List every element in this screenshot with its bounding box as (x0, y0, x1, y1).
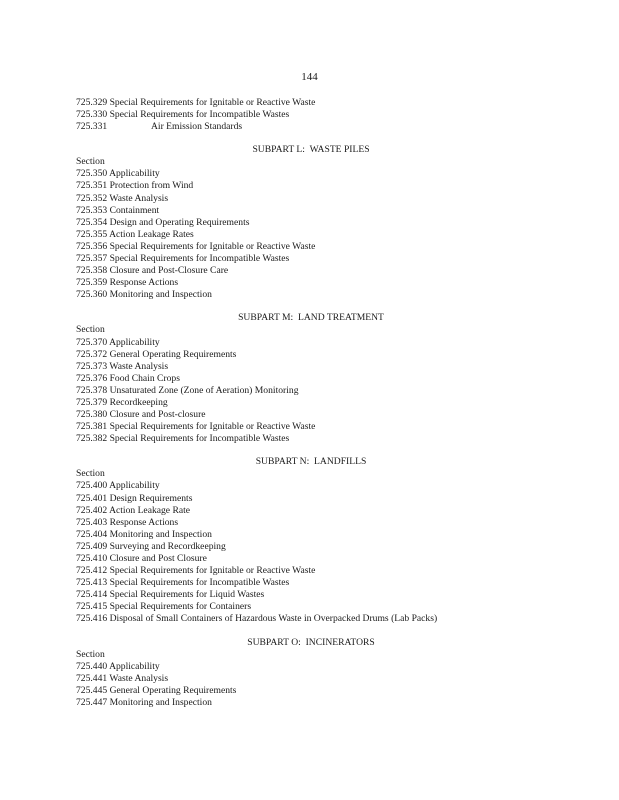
list-item (76, 109, 596, 121)
list-item (76, 565, 596, 577)
section-number: 725.380 (76, 409, 108, 421)
section-number: 725.357 (76, 253, 108, 265)
list-item (76, 193, 596, 205)
section-number: 725.373 (76, 360, 108, 372)
section-number: 725.441 (76, 672, 108, 684)
section-number: 725.378 (76, 384, 108, 396)
section-title: Closure and Post-Closure Care (109, 265, 229, 277)
section-number: 725.382 (76, 433, 108, 445)
section-title: Closure and Post Closure (109, 553, 207, 564)
section-title: Surveying and Recordkeeping (109, 540, 226, 552)
section-number: 725.356 (76, 240, 108, 252)
list-item (76, 277, 596, 289)
section-title: Response Actions (109, 277, 179, 289)
section-title: Monitoring and Inspection (109, 528, 212, 540)
section-number: 725.414 (76, 589, 108, 601)
section-number: 725.358 (76, 265, 108, 277)
section-label: Section (76, 324, 105, 336)
subpart-heading: SUBPART N: LANDFILLS (255, 456, 367, 468)
section-number: 725.359 (76, 277, 108, 289)
section-title: Response Actions (109, 516, 179, 528)
list-item (76, 421, 596, 433)
section-number: 725.353 (76, 204, 108, 216)
section-title: Special Requirements for Incompatible Wastes (109, 109, 290, 121)
list-item (76, 349, 596, 361)
section-number: 725.402 (76, 504, 108, 516)
subpart-n (76, 456, 596, 625)
section-title: Air Emission Standards (151, 121, 243, 133)
list-item (76, 409, 596, 421)
list-item (76, 661, 596, 673)
list-item (76, 589, 596, 601)
list-item (76, 373, 596, 385)
section-number: 725.404 (76, 528, 108, 540)
list-item (76, 265, 596, 277)
list-item (76, 697, 596, 709)
section-number: 725.409 (76, 540, 108, 552)
section-title: Monitoring and Inspection (109, 696, 212, 708)
section-title: Special Requirements for Ignitable or Reactive Waste (109, 421, 316, 433)
section-title: Applicability (109, 660, 160, 672)
section-number: 725.370 (76, 336, 108, 348)
section-number: 725.440 (76, 660, 108, 672)
section-title: Food Chain Crops (109, 372, 180, 384)
list-item (76, 577, 596, 589)
section-title: Action Leakage Rate (109, 504, 191, 516)
section-number: 725.330 (76, 109, 108, 121)
list-item (76, 433, 596, 445)
section-title: Applicability (109, 168, 160, 180)
list-item (76, 205, 596, 217)
list-item (76, 517, 596, 529)
list-item (76, 673, 596, 685)
section-title: Monitoring and Inspection (109, 289, 212, 301)
list-item (76, 361, 596, 373)
section-title: Waste Analysis (109, 192, 169, 204)
section-title: Special Requirements for Incompatible Wastes (109, 577, 290, 589)
section-number: 725.415 (76, 601, 108, 613)
subpart-heading: SUBPART O: INCINERATORS (247, 636, 375, 648)
list-item (76, 289, 596, 301)
section-number: 725.372 (76, 348, 108, 360)
list-item (76, 613, 596, 625)
section-number: 725.331 (76, 121, 108, 133)
section-title: Special Requirements for Incompatible Wastes (109, 433, 290, 445)
list-item (76, 397, 596, 409)
list-item (76, 480, 596, 492)
list-item (76, 385, 596, 397)
list-item (76, 121, 596, 133)
section-title: Applicability (109, 336, 160, 348)
section-number: 725.410 (76, 553, 108, 564)
section-title: Special Requirements for Incompatible Wastes (109, 253, 290, 265)
section-title: General Operating Requirements (109, 348, 237, 360)
list-item (76, 601, 596, 613)
section-label: Section (76, 156, 105, 168)
list-item (76, 217, 596, 229)
section-title: Closure and Post-closure (109, 409, 206, 421)
subpart-heading: SUBPART M: LAND TREATMENT (238, 312, 384, 324)
section-title: Recordkeeping (109, 396, 168, 408)
subpart-heading: SUBPART L: WASTE PILES (252, 144, 370, 156)
section-title: Applicability (109, 480, 160, 492)
section-number: 725.329 (76, 97, 108, 108)
section-number: 725.445 (76, 684, 108, 696)
section-number: 725.351 (76, 180, 108, 192)
section-label: Section (76, 648, 105, 660)
subpart-m (76, 312, 596, 445)
section-title: Action Leakage Rates (109, 228, 194, 240)
list-item (76, 493, 596, 505)
list-item (76, 168, 596, 180)
section-number: 725.360 (76, 289, 108, 301)
section-title: Disposal of Small Containers of Hazardous Waste in Overpacked Drums (Lab Packs) (109, 613, 438, 625)
list-item (76, 337, 596, 349)
list-item (76, 541, 596, 553)
section-title: Special Requirements for Containers (109, 601, 252, 613)
section-number: 725.381 (76, 421, 108, 433)
intro-section-list (76, 97, 596, 133)
section-number: 725.447 (76, 696, 108, 708)
list-item (76, 241, 596, 253)
subpart-l (76, 144, 596, 301)
section-number: 725.401 (76, 492, 108, 504)
section-title: Protection from Wind (109, 180, 194, 192)
list-item (76, 180, 596, 192)
section-number: 725.354 (76, 216, 108, 228)
section-title: Waste Analysis (109, 672, 169, 684)
list-item (76, 229, 596, 241)
list-item (76, 685, 596, 697)
section-number: 725.416 (76, 613, 108, 625)
section-title: Unsaturated Zone (Zone of Aeration) Monitoring (109, 384, 299, 396)
section-title: General Operating Requirements (109, 684, 237, 696)
page-number: 144 (301, 71, 318, 83)
table-of-contents (76, 97, 596, 709)
section-title: Design and Operating Requirements (109, 216, 250, 228)
section-number: 725.376 (76, 372, 108, 384)
section-number: 725.379 (76, 396, 108, 408)
section-number: 725.350 (76, 168, 108, 180)
list-item (76, 529, 596, 541)
section-number: 725.355 (76, 228, 108, 240)
list-item (76, 253, 596, 265)
section-label: Section (76, 468, 105, 480)
list-item (76, 505, 596, 517)
list-item (76, 97, 596, 109)
section-number: 725.412 (76, 565, 108, 577)
section-number: 725.403 (76, 516, 108, 528)
section-title: Containment (109, 204, 160, 216)
section-title: Special Requirements for Ignitable or Reactive Waste (109, 97, 316, 108)
section-title: Special Requirements for Ignitable or Reactive Waste (109, 565, 316, 577)
section-title: Waste Analysis (109, 360, 169, 372)
section-number: 725.400 (76, 480, 108, 492)
section-title: Design Requirements (109, 492, 193, 504)
section-title: Special Requirements for Ignitable or Reactive Waste (109, 240, 316, 252)
subpart-o (76, 637, 596, 709)
list-item (76, 553, 596, 565)
section-number: 725.413 (76, 577, 108, 589)
section-number: 725.352 (76, 192, 108, 204)
section-title: Special Requirements for Liquid Wastes (109, 589, 265, 601)
